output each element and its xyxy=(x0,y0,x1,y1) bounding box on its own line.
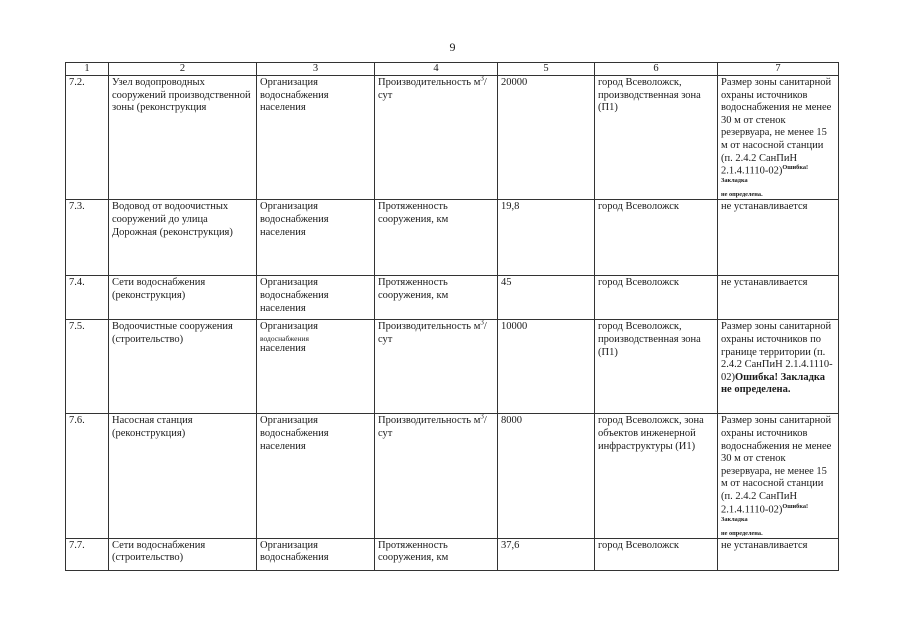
row-number: 7.3. xyxy=(66,200,109,276)
header-cell: 4 xyxy=(375,63,498,76)
object-purpose: Организация водоснабжения xyxy=(257,538,375,570)
object-location: город Всеволожск xyxy=(595,276,718,320)
row-number: 7.7. xyxy=(66,538,109,570)
object-name: Узел водопроводных сооружений производственной зоны (реконструкция xyxy=(109,76,257,200)
object-location: город Всеволожск, зона объектов инженерной инфраструктуры (И1) xyxy=(595,414,718,538)
object-name: Сети водоснабжения (реконструкция) xyxy=(109,276,257,320)
page-number: 9 xyxy=(449,40,456,54)
zone-description: не устанавливается xyxy=(718,200,839,276)
table-row xyxy=(66,414,839,538)
object-name: Водовод от водоочистных сооружений до улица Дорожная (реконструкция) xyxy=(109,200,257,276)
object-location: город Всеволожск xyxy=(595,538,718,570)
row-number: 7.4. xyxy=(66,276,109,320)
header-cell: 6 xyxy=(595,63,718,76)
object-purpose: Организация водоснабжения населения xyxy=(257,200,375,276)
header-cell: 7 xyxy=(718,63,839,76)
object-value: 19,8 xyxy=(498,200,595,276)
object-value: 10000 xyxy=(498,320,595,414)
table-row xyxy=(66,276,839,320)
row-number: 7.5. xyxy=(66,320,109,414)
row-number: 7.2. xyxy=(66,76,109,200)
object-location: город Всеволожск, производственная зона (П1) xyxy=(595,76,718,200)
object-value: 45 xyxy=(498,276,595,320)
table-row xyxy=(66,76,839,200)
object-parameter: Протяженность сооружения, км xyxy=(375,200,498,276)
row-number: 7.6. xyxy=(66,414,109,538)
objects-table xyxy=(65,62,839,571)
zone-description: Размер зоны санитарной охраны источников по границе территории (п. 2.4.2 СанПиН 2.1.4.1110-02)Ошибка! Закладка не определена. xyxy=(718,320,839,414)
zone-description: Размер зоны санитарной охраны источников водоснабжения не менее 30 м от стенок резервуара, не менее 15 м от насосной станции (п. 2.4.2 СанПиН 2.1.4.1110-02)$^{Ошибка! Закладка}$ не определена. xyxy=(718,414,839,538)
object-purpose: Организация водоснабжения населения xyxy=(257,414,375,538)
object-parameter: Производительность $м^3$/сут xyxy=(375,414,498,538)
object-value: 37,6 xyxy=(498,538,595,570)
object-location: город Всеволожск xyxy=(595,200,718,276)
object-purpose: Организация водоснабжения населения xyxy=(257,76,375,200)
zone-description: не устанавливается xyxy=(718,276,839,320)
header-cell: 1 xyxy=(66,63,109,76)
header-cell: 3 xyxy=(257,63,375,76)
header-cell: 2 xyxy=(109,63,257,76)
object-location: город Всеволожск, производственная зона (П1) xyxy=(595,320,718,414)
table-row xyxy=(66,200,839,276)
zone-description: Размер зоны санитарной охраны источников водоснабжения не менее 30 м от стенок резервуара, не менее 15 м от насосной станции (п. 2.4.2 СанПиН 2.1.4.1110-02)$^{Ошибка! Закладка}$ не определена. xyxy=(718,76,839,200)
object-parameter: Производительность $м^3$/сут xyxy=(375,320,498,414)
object-name: Водоочистные сооружения (строительство) xyxy=(109,320,257,414)
object-name: Сети водоснабжения (строительство) xyxy=(109,538,257,570)
header-cell: 5 xyxy=(498,63,595,76)
object-parameter: Производительность $м^3$/сут xyxy=(375,76,498,200)
header-row xyxy=(66,63,839,76)
object-parameter: Протяженность сооружения, км xyxy=(375,538,498,570)
object-purpose: Организация водоснабжения населения xyxy=(257,320,375,414)
object-value: 20000 xyxy=(498,76,595,200)
object-name: Насосная станция (реконструкция) xyxy=(109,414,257,538)
object-value: 8000 xyxy=(498,414,595,538)
table-row xyxy=(66,320,839,414)
object-parameter: Протяженность сооружения, км xyxy=(375,276,498,320)
table-row xyxy=(66,538,839,570)
zone-description: не устанавливается xyxy=(718,538,839,570)
object-purpose: Организация водоснабжения населения xyxy=(257,276,375,320)
